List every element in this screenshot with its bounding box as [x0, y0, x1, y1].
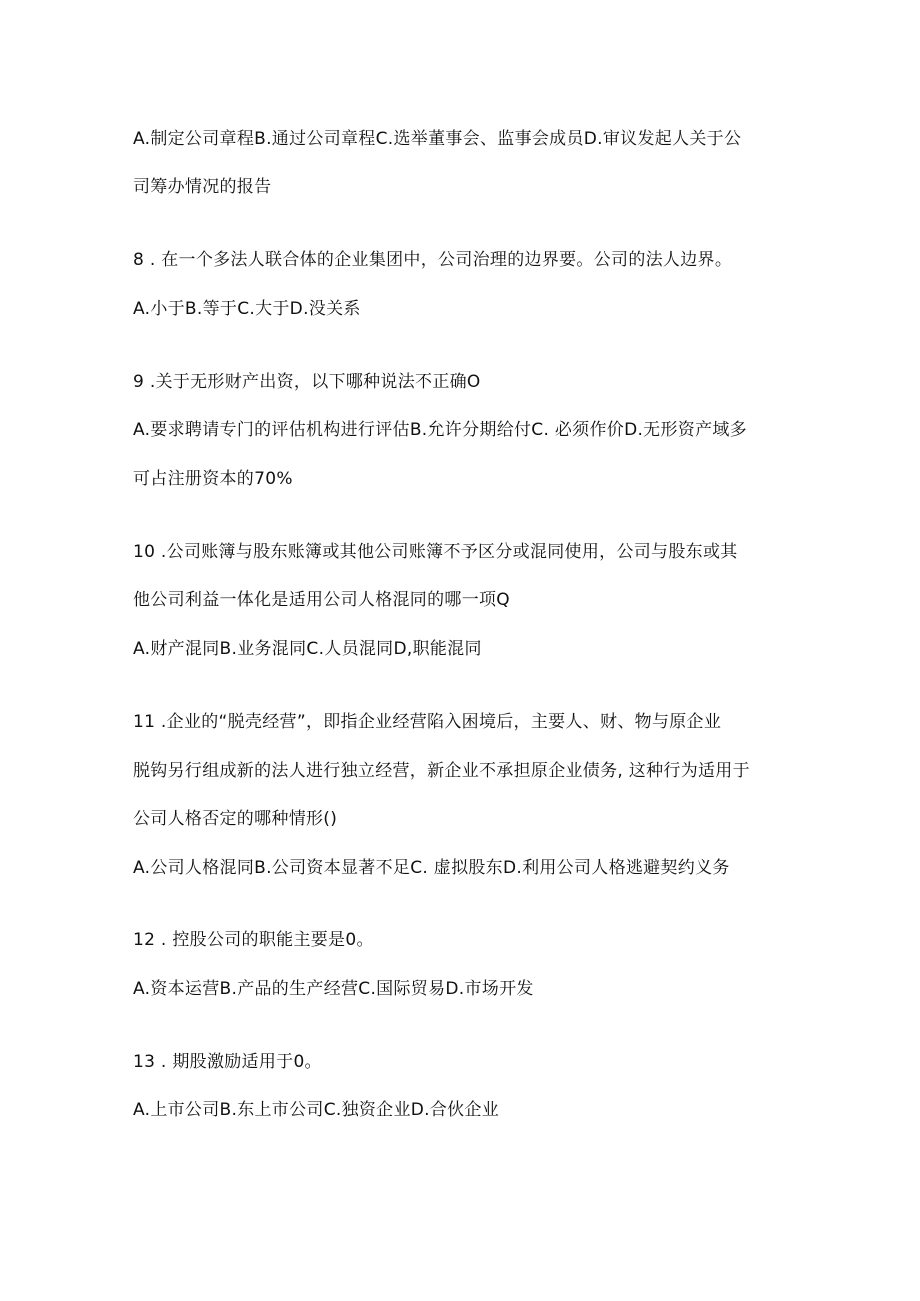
- q11-stem-line-1: 11 .企业的“脱壳经营”，即指企业经营陷入困境后，主要人、财、物与原企业: [133, 712, 722, 732]
- q7-options-line-2: 司筹办情况的报告: [133, 177, 272, 197]
- q12-options: A.资本运营B.产品的生产经营C.国际贸易D.市场开发: [133, 979, 534, 999]
- q8-options: A.小于B.等于C.大于D.没关系: [133, 299, 361, 319]
- q12-stem: 12 . 控股公司的职能主要是0。: [133, 930, 374, 950]
- q13-stem: 13 . 期股激励适用于0。: [133, 1052, 322, 1072]
- q11-stem-line-3: 公司人格否定的哪种情形(): [133, 809, 338, 829]
- q9-options-line-1: A.要求聘请专门的评估机构进行评估B.允许分期给付C. 必须作价D.无形资产域多: [133, 420, 747, 440]
- q8-stem: 8 . 在一个多法人联合体的企业集团中，公司治理的边界要。公司的法人边界。: [133, 250, 733, 270]
- q11-options: A.公司人格混同B.公司资本显著不足C. 虚拟股东D.利用公司人格逃避契约义务: [133, 858, 730, 878]
- q10-options: A.财产混同B.业务混同C.人员混同D,职能混同: [133, 639, 482, 659]
- q10-stem-line-2: 他公司利益一体化是适用公司人格混同的哪一项Q: [133, 590, 510, 610]
- q11-stem-line-2: 脱钩另行组成新的法人进行独立经营，新企业不承担原企业债务, 这种行为适用于: [133, 761, 750, 781]
- q9-stem: 9 .关于无形财产出资，以下哪种说法不正确O: [133, 372, 481, 392]
- q13-options: A.上市公司B.东上市公司C.独资企业D.合伙企业: [133, 1100, 500, 1120]
- q7-options-line-1: A.制定公司章程B.通过公司章程C.选举董事会、监事会成员D.审议发起人关于公: [133, 129, 742, 149]
- q10-stem-line-1: 10 .公司账簿与股东账簿或其他公司账簿不予区分或混同使用，公司与股东或其: [133, 542, 738, 562]
- q9-options-line-2: 可占注册资本的70%: [133, 469, 293, 489]
